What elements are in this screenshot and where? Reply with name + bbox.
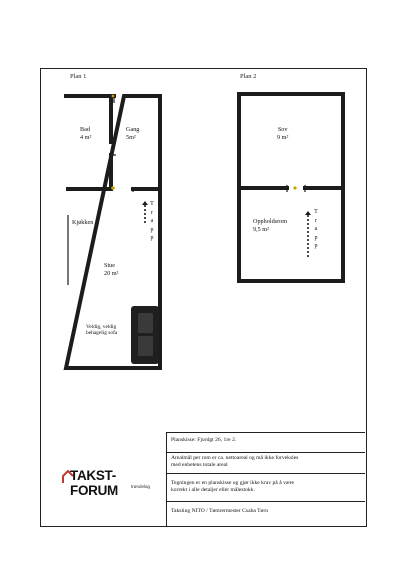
door-hinge-dot [111, 186, 115, 190]
logo-name: TAKST-FORUM [70, 468, 118, 498]
plan2-stair-arrowhead [305, 211, 311, 215]
door-hinge-dot [112, 95, 115, 98]
sofa-note: Veldig, veldig behagelig sofa [86, 324, 118, 337]
room-oppholdsrom-name: Oppholdsrom [253, 218, 288, 225]
info-table [166, 432, 365, 526]
room-sov-name: Sov [277, 126, 288, 133]
plan-1-label: Plan 1 [70, 73, 87, 80]
info-disclaimer: Tegningen er en planskisse og gjør ikke krav på å være korrekt i alle detaljer eller målestokk. [167, 474, 365, 502]
plan2-stair-label: T r a p p [314, 209, 318, 250]
plan1-stair-label: T r a p p [150, 201, 154, 242]
takst-forum-logo [60, 466, 156, 498]
info-credit: Taksting NITO / Tømrermester Csaba Tørn [171, 508, 269, 514]
room-bad-name: Bad [80, 126, 90, 133]
plan-2-label: Plan 2 [240, 73, 257, 80]
room-bad-area: 4 m² [80, 134, 92, 141]
info-area-note: Arealmål per rom er ca. nettoareal og må ikke forveksles med enhetens totale areal [167, 453, 365, 474]
door-hinge-dot [293, 186, 296, 189]
room-stue-area: 20 m² [104, 270, 119, 277]
sofa [131, 306, 159, 364]
room-oppholdsrom-area: 9,5 m² [253, 226, 269, 233]
room-bad [80, 126, 91, 142]
info-title: Planskisse: Fjordgt 26, 1re 2. [167, 433, 365, 453]
room-sov [277, 126, 288, 142]
logo-region: trøndelag [130, 484, 150, 489]
room-gang-area: 5m² [126, 134, 136, 141]
room-oppholdsrom [253, 218, 287, 234]
room-stue-name: Stue [104, 262, 116, 269]
room-kjokken-name: Kjøkken [72, 219, 94, 226]
room-gang [126, 126, 139, 142]
room-stue [104, 262, 118, 278]
room-gang-name: Gang [126, 126, 140, 133]
room-sov-area: 9 m² [277, 134, 289, 141]
